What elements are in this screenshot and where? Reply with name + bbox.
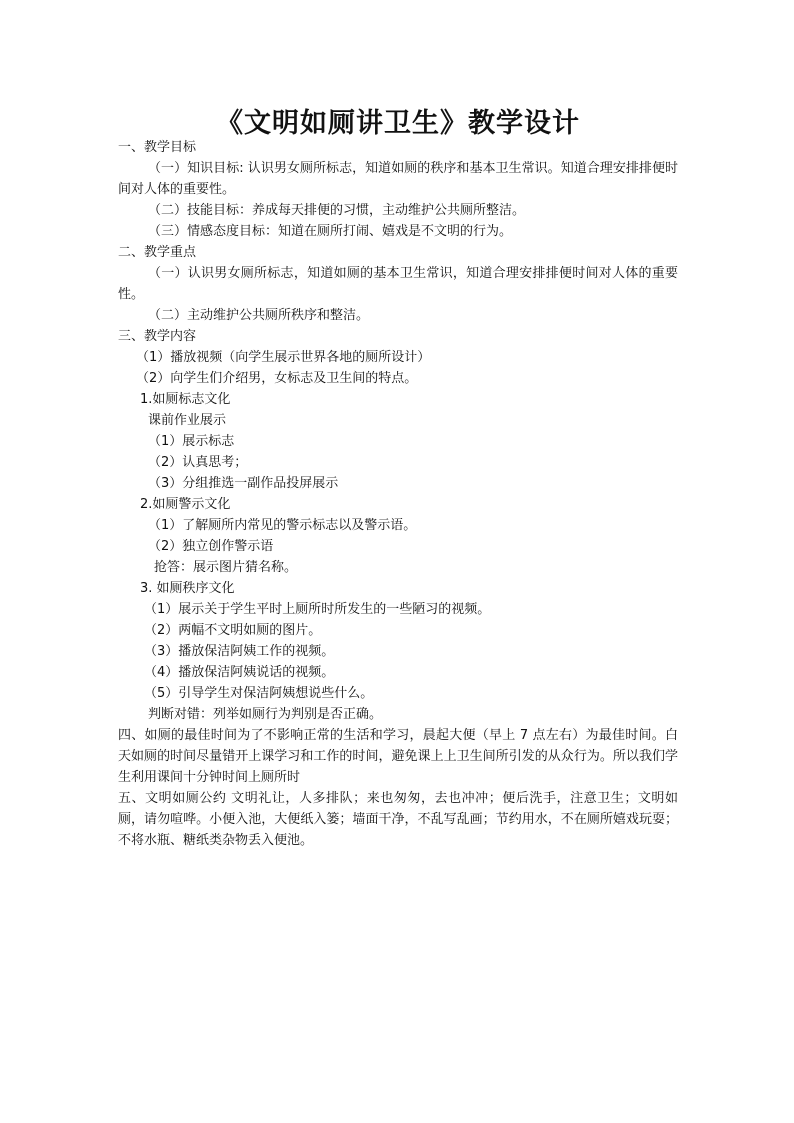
key-point-2: （二）主动维护公共厕所秩序和整洁。: [148, 308, 370, 323]
key-point-1: （一）认识男女厕所标志，知道如厕的基本卫生常识，知道合理安排排便时间对人体的重要性。: [118, 266, 678, 302]
order-item-1: （1）展示关于学生平时上厕所时所发生的一些陋习的视频。: [144, 602, 491, 617]
section-convention: 五、文明如厕公约 文明礼让，人多排队；来也匆匆，去也冲冲；便后洗手，注意卫生；文明如厕，请勿喧哗。小便入池，大便纸入篓；墙面干净，不乱写乱画；节约用水，不在厕所嬉戏玩耍；不将水瓶、糖纸类杂物丢入便池。: [118, 791, 678, 848]
signs-item-2: （2）认真思考；: [148, 455, 248, 470]
order-item-2: （2）两幅不文明如厕的图片。: [144, 623, 322, 638]
subsection-heading-warnings: 2.如厕警示文化: [140, 497, 231, 512]
warnings-item-3: 抢答：展示图片猜名称。: [154, 560, 298, 575]
document-title: 《文明如厕讲卫生》教学设计: [216, 108, 580, 139]
subsection-heading-order: 3. 如厕秩序文化: [140, 581, 235, 596]
attitude-goal: （三）情感态度目标：知道在厕所打闹、嬉戏是不文明的行为。: [148, 224, 513, 239]
content-intro-2: （2）向学生们介绍男，女标志及卫生间的特点。: [136, 371, 418, 386]
order-item-5: （5）引导学生对保洁阿姨想说些什么。: [144, 686, 374, 701]
signs-lead: 课前作业展示: [148, 413, 227, 428]
content-intro-1: （1）播放视频（向学生展示世界各地的厕所设计）: [136, 350, 431, 365]
skill-goal: （二）技能目标：养成每天排便的习惯，主动维护公共厕所整洁。: [148, 203, 526, 218]
knowledge-goal: （一）知识目标: 认识男女厕所标志，知道如厕的秩序和基本卫生常识。知道合理安排排便时间对人体的重要性。: [118, 161, 678, 197]
warnings-item-2: （2）独立创作警示语: [148, 539, 274, 554]
signs-item-1: （1）展示标志: [148, 434, 235, 449]
section-heading-goals: 一、教学目标: [118, 140, 197, 155]
section-heading-key-points: 二、教学重点: [118, 245, 197, 260]
signs-item-3: （3）分组推选一副作品投屏展示: [148, 476, 339, 491]
order-item-6: 判断对错：列举如厕行为判别是否正确。: [148, 707, 383, 722]
subsection-heading-signs: 1.如厕标志文化: [140, 392, 231, 407]
warnings-item-1: （1）了解厕所内常见的警示标志以及警示语。: [148, 518, 417, 533]
section-best-time: 四、如厕的最佳时间为了不影响正常的生活和学习，晨起大便（早上 7 点左右）为最佳时间。白天如厕的时间尽量错开上课学习和工作的时间，避免课上上卫生间所引发的从众行为。所以我们学生利用课间十分钟时间上厕所时: [118, 728, 678, 785]
order-item-4: （4）播放保洁阿姨说话的视频。: [144, 665, 335, 680]
section-heading-content: 三、教学内容: [118, 329, 197, 344]
order-item-3: （3）播放保洁阿姨工作的视频。: [144, 644, 335, 659]
